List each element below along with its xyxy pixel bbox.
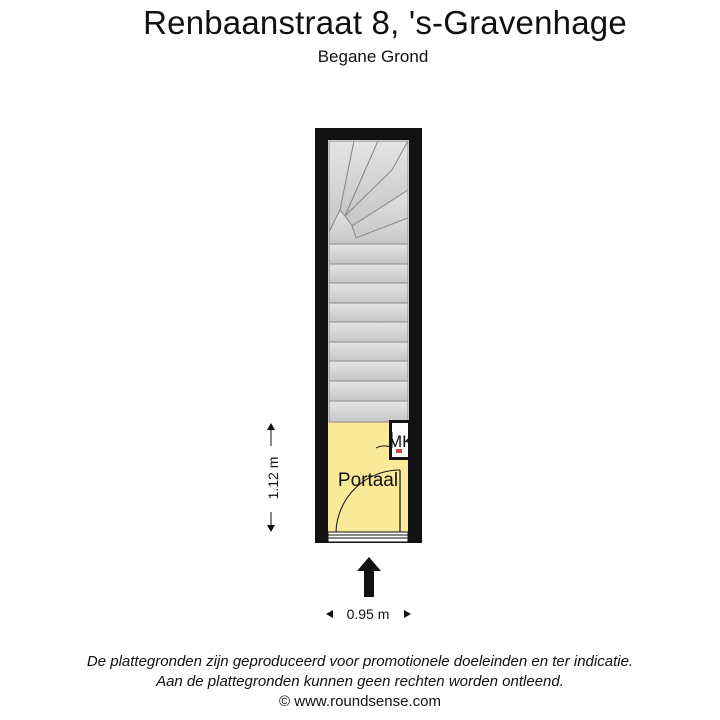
disclaimer-line-2: Aan de plattegronden kunnen geen rechten worden ontleend. [156,673,564,690]
plan-title: Renbaanstraat 8, 's-Gravenhage [143,4,627,41]
straight-stairs [329,244,408,422]
height-dimension [265,423,281,532]
floor-label: Begane Grond [317,47,429,66]
entrance-arrow-icon [357,557,381,597]
height-dimension-label: 1.12 m [265,456,281,500]
copyright-link[interactable]: © www.roundsense.com [279,693,441,710]
room-label-portaal: Portaal [337,470,399,491]
disclaimer [0,652,720,712]
meter-cupboard-label: MK [388,432,414,451]
threshold [328,532,408,542]
winding-stairs [329,141,408,244]
width-dimension-label: 0.95 m [346,606,390,622]
width-dimension [326,606,411,622]
disclaimer-line-1: De plattegronden zijn geproduceerd voor promotionele doeleinden en ter indicatie. [86,653,634,670]
